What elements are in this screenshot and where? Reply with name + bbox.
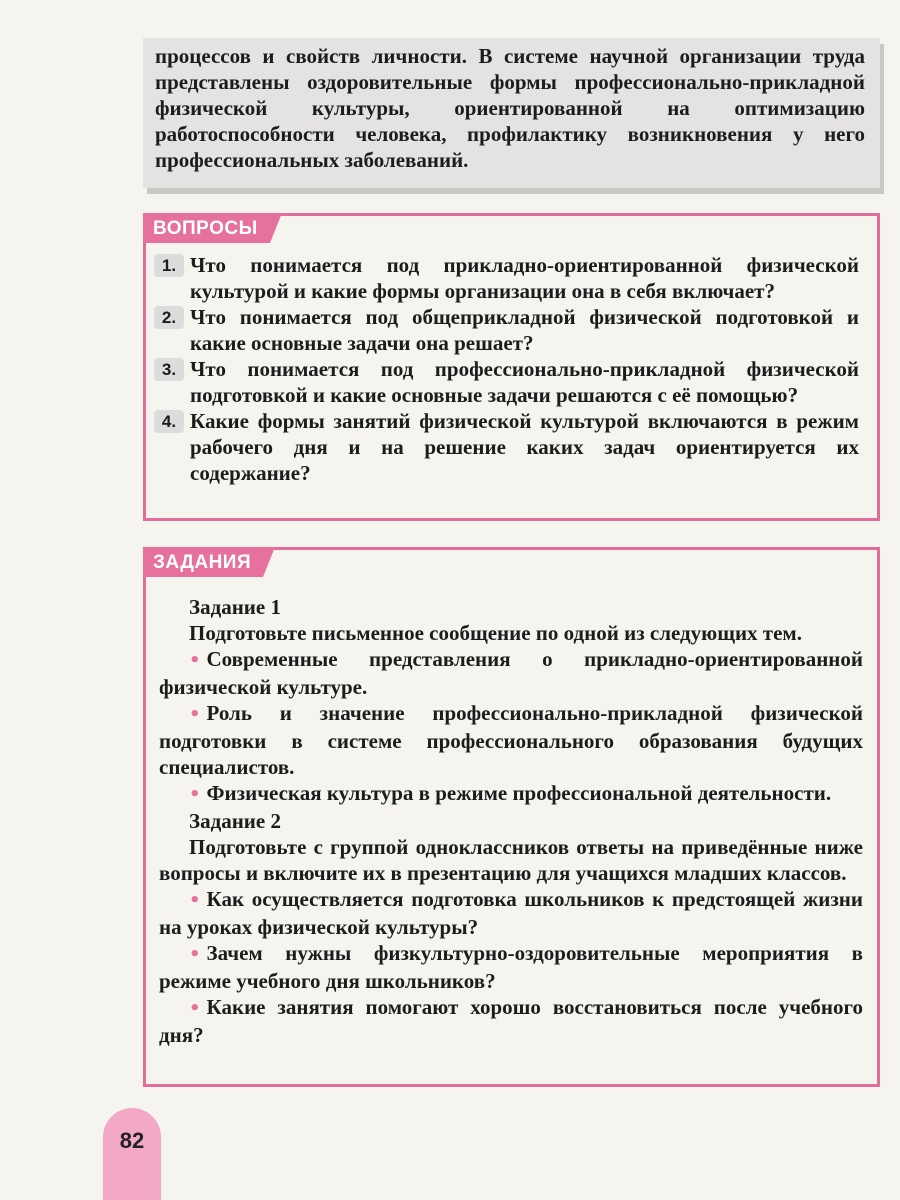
intro-paragraph: процессов и свойств личности. В системе научной организации труда представлены оздоровительные формы профессионально-прикладной физической культуры, ориентированной на оптимизацию работоспособности человека, профилактику возникновения у него профессиональных заболеваний. [155,44,865,172]
question-item [154,252,859,304]
question-text: Зачем нужны физкультурно-оздоровительные мероприятия в режиме учебного дня школьников? [159,941,863,993]
question-text: Какие формы занятий физической культурой включаются в режим рабочего дня и на решение каких задач ориентируется их содержание? [190,409,859,485]
task2-lead: Подготовьте с группой одноклассников ответы на приведённые ниже вопросы и включите их в презентацию для учащихся младших классов. [159,835,863,885]
task1-topic [159,700,863,780]
question-item [154,304,859,356]
page-number-tab [103,1108,161,1200]
question-item [154,408,859,486]
question-text: Что понимается под прикладно-ориентированной физической культурой и какие формы организации она в себя включает? [190,253,859,303]
questions-label: ВОПРОСЫ [143,213,270,243]
questions-section [143,213,880,521]
question-number: 2. [154,306,184,329]
page-number: 82 [119,1128,145,1153]
question-text: Как осуществляется подготовка школьников к предстоящей жизни на уроках физической культуры? [159,887,863,939]
topic-text: Роль и значение профессионально-прикладной физической подготовки в системе профессионального образования будущих специалистов. [159,701,863,779]
tasks-label: ЗАДАНИЯ [143,547,263,577]
task2-title: Задание 2 [189,809,281,833]
bullet-icon: • [189,998,201,1019]
questions-list [154,252,859,486]
task2-question [159,994,863,1048]
task2-question [159,886,863,940]
question-text: Что понимается под профессионально-прикладной физической подготовкой и какие основные задачи решаются с её помощью? [190,357,859,407]
task2-question [159,940,863,994]
bullet-icon: • [189,704,201,725]
task1-lead: Подготовьте письменное сообщение по одной из следующих тем. [189,621,802,645]
task1-topic [159,780,863,808]
question-text: Что понимается под общеприкладной физической подготовкой и какие основные задачи она решает? [190,305,859,355]
bullet-icon: • [189,650,201,671]
topic-text: Физическая культура в режиме профессиональной деятельности. [206,781,832,805]
task1-title: Задание 1 [189,595,281,619]
tasks-section [143,547,880,1087]
question-item [154,356,859,408]
question-number: 4. [154,410,184,433]
question-number: 1. [154,254,184,277]
bullet-icon: • [189,890,201,911]
question-number: 3. [154,358,184,381]
topic-text: Современные представления о прикладно-ориентированной физической культуре. [159,647,863,699]
bullet-icon: • [189,944,201,965]
tasks-body [159,594,863,1048]
question-text: Какие занятия помогают хорошо восстановиться после учебного дня? [159,995,863,1047]
bullet-icon: • [189,784,201,805]
task1-topic [159,646,863,700]
